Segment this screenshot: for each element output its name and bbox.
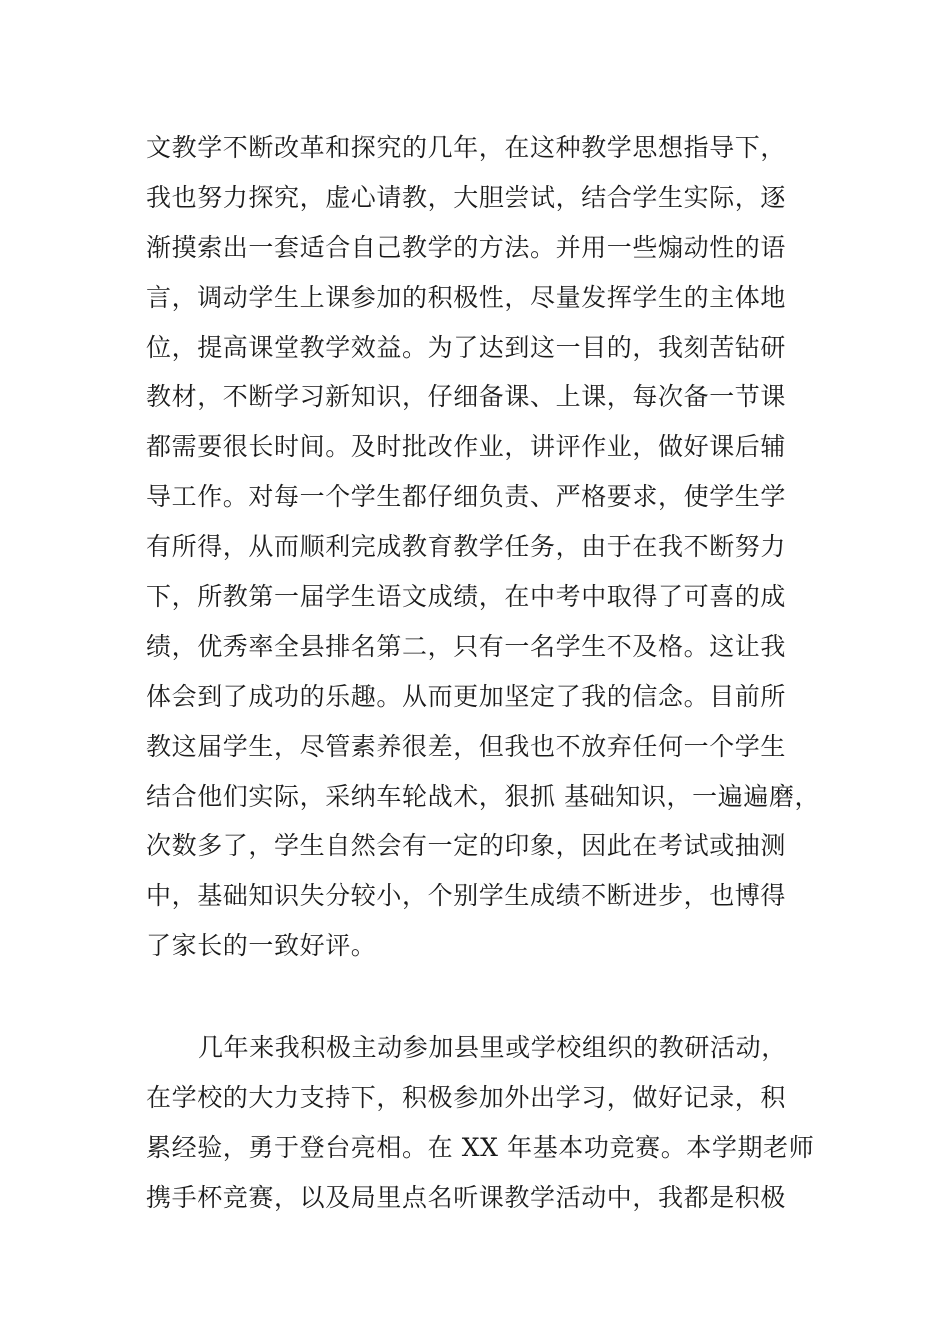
text-line: 渐摸索出一套适合自己教学的方法。并用一些煽动性的语 bbox=[146, 232, 787, 262]
text-line: 中，基础知识失分较小，个别学生成绩不断进步，也博得 bbox=[146, 881, 787, 911]
text-line: 结合他们实际，采纳车轮战术，狠抓 基础知识，一遍遍磨， bbox=[146, 781, 821, 811]
paragraph-teaching-reform bbox=[146, 123, 836, 971]
text-line: 了家长的一致好评。 bbox=[146, 931, 377, 961]
text-line: 绩，优秀率全县排名第二，只有一名学生不及格。这让我 bbox=[146, 631, 787, 661]
paragraph-teaching-research bbox=[146, 1023, 836, 1223]
text-line: 位，提高课堂教学效益。为了达到这一目的，我刻苦钻研 bbox=[146, 332, 787, 362]
text-line: 言，调动学生上课参加的积极性，尽量发挥学生的主体地 bbox=[146, 282, 787, 312]
text-line: 都需要很长时间。及时批改作业，讲评作业，做好课后辅 bbox=[146, 432, 787, 462]
text-line: 教材，不断学习新知识，仔细备课、上课，每次备一节课 bbox=[146, 382, 787, 412]
text-line: 次数多了，学生自然会有一定的印象，因此在考试或抽测 bbox=[146, 831, 787, 861]
text-line: 累经验，勇于登台亮相。在 XX 年基本功竞赛。本学期老师 bbox=[146, 1132, 815, 1162]
text-line: 体会到了成功的乐趣。从而更加坚定了我的信念。目前所 bbox=[146, 681, 787, 711]
text-line-indented: 几年来我积极主动参加县里或学校组织的教研活动， bbox=[198, 1033, 787, 1062]
text-line: 在学校的大力支持下，积极参加外出学习，做好记录，积 bbox=[146, 1082, 787, 1112]
text-line: 携手杯竞赛，以及局里点名听课教学活动中，我都是积极 bbox=[146, 1182, 787, 1212]
text-line: 有所得，从而顺利完成教育教学任务，由于在我不断努力 bbox=[146, 532, 787, 562]
text-line: 我也努力探究，虚心请教，大胆尝试，结合学生实际，逐 bbox=[146, 182, 787, 212]
text-line: 教这届学生，尽管素养很差，但我也不放弃任何一个学生 bbox=[146, 731, 787, 761]
text-line: 文教学不断改革和探究的几年，在这种教学思想指导下， bbox=[146, 133, 787, 162]
text-line: 导工作。对每一个学生都仔细负责、严格要求，使学生学 bbox=[146, 482, 787, 512]
text-line: 下，所教第一届学生语文成绩，在中考中取得了可喜的成 bbox=[146, 582, 787, 612]
